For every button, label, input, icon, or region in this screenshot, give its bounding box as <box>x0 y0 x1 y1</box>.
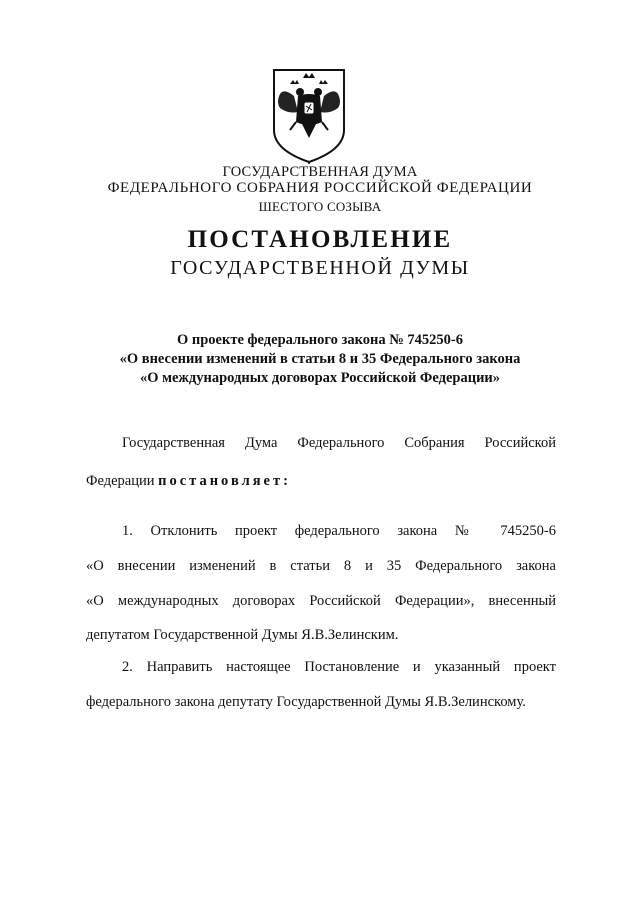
resolution-verb: постановляет: <box>158 473 291 489</box>
item-1-line-3: «О международных договорах Российской Федерации», внесенный <box>86 593 556 609</box>
preamble-line-2 <box>86 472 556 490</box>
document-title: ПОСТАНОВЛЕНИЕ <box>187 226 453 253</box>
item-1-line-1: 1. Отклонить проект федерального закона № 745250-6 <box>122 523 556 539</box>
convocation: ШЕСТОГО СОЗЫВА <box>258 199 382 214</box>
preamble-start: Федерации <box>86 473 155 489</box>
item-1-line-2: «О внесении изменений в статьи 8 и 35 Федерального закона <box>86 558 556 574</box>
item-2-line-1: 2. Направить настоящее Постановление и указанный проект <box>122 659 556 675</box>
org-name-line-2: ФЕДЕРАЛЬНОГО СОБРАНИЯ РОССИЙСКОЙ ФЕДЕРАЦИИ <box>107 180 533 196</box>
subject-line-3: «О международных договорах Российской Федерации» <box>139 370 501 386</box>
item-1-line-4: депутатом Государственной Думы Я.В.Зелинским. <box>86 627 399 643</box>
org-name-line-1: ГОСУДАРСТВЕННАЯ ДУМА <box>222 164 418 180</box>
coat-of-arms-icon <box>272 68 346 164</box>
preamble-line-1: Государственная Дума Федерального Собрания Российской <box>122 435 556 451</box>
item-2-line-2: федерального закона депутату Государственной Думы Я.В.Зелинскому. <box>86 694 526 710</box>
subject-line-2: «О внесении изменений в статьи 8 и 35 Федерального закона <box>119 351 521 367</box>
document-subtitle: ГОСУДАРСТВЕННОЙ ДУМЫ <box>170 257 470 279</box>
subject-line-1: О проекте федерального закона № 745250-6 <box>176 332 464 348</box>
